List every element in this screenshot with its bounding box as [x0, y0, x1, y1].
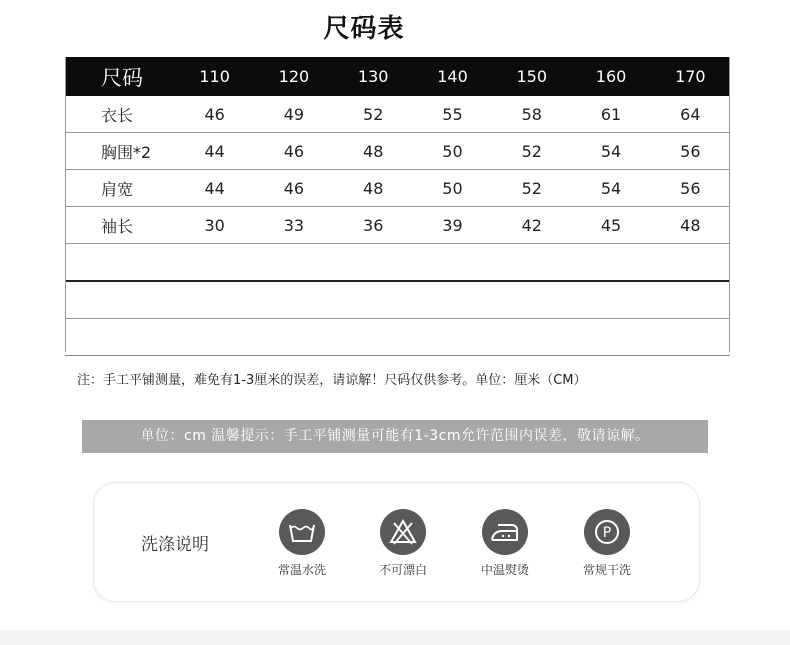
table-cell: 33	[254, 207, 333, 244]
header-cell: 尺码	[65, 57, 175, 96]
table-cell: 30	[175, 207, 254, 244]
header-cell: 170	[651, 57, 730, 96]
bottom-strip	[0, 630, 790, 645]
table-cell: 44	[175, 133, 254, 170]
table-cell: 50	[413, 133, 492, 170]
care-label: 中温熨烫	[480, 563, 529, 577]
header-cell: 130	[334, 57, 413, 96]
care-item-wash	[262, 509, 342, 578]
care-item-iron	[465, 509, 545, 578]
dry-clean-icon	[584, 509, 630, 555]
table-cell: 46	[254, 170, 333, 207]
empty-row	[65, 281, 730, 319]
empty-cell	[65, 319, 730, 356]
empty-cell	[65, 244, 730, 282]
table-row	[65, 207, 730, 244]
svg-text:P: P	[602, 525, 612, 541]
table-cell: 56	[651, 133, 730, 170]
table-cell: 52	[363, 104, 384, 124]
care-label: 不可漂白	[378, 563, 427, 577]
table-cell: 46	[254, 133, 333, 170]
care-item-dry-clean	[567, 509, 647, 578]
table-cell: 52	[492, 133, 571, 170]
table-cell: 45	[571, 207, 650, 244]
iron-icon	[482, 509, 528, 555]
row-label: 肩宽	[65, 170, 175, 207]
table-row	[65, 170, 730, 207]
row-label: 袖长	[65, 207, 175, 244]
care-label: 常规干洗	[582, 563, 631, 577]
wash-icon	[279, 509, 325, 555]
table-cell: 48	[334, 133, 413, 170]
table-cell: 50	[413, 170, 492, 207]
table-cell: 48	[651, 207, 730, 244]
tip-banner: 单位：cm 温馨提示：手工平铺测量可能有1-3cm允许范围内误差，敬请谅解。	[82, 420, 708, 453]
table-row	[65, 96, 730, 133]
page-title: 尺码表	[323, 14, 405, 44]
care-label: 常温水洗	[277, 563, 326, 577]
size-table	[65, 57, 730, 356]
table-cell: 64	[680, 104, 701, 124]
table-cell: 54	[571, 170, 650, 207]
table-cell: 42	[492, 207, 571, 244]
table-cell: 36	[334, 207, 413, 244]
table-cell: 44	[175, 170, 254, 207]
care-item-no-bleach	[363, 509, 443, 578]
empty-row	[65, 319, 730, 356]
table-header-row	[65, 57, 730, 96]
table-row	[65, 133, 730, 170]
table-cell: 48	[334, 170, 413, 207]
empty-cell	[65, 281, 730, 319]
table-cell: 52	[492, 170, 571, 207]
care-instructions-card	[93, 482, 700, 602]
table-cell: 55	[442, 104, 463, 124]
header-cell: 150	[492, 57, 571, 96]
empty-row	[65, 244, 730, 282]
table-cell: 54	[571, 133, 650, 170]
row-label: 胸围*2	[65, 133, 175, 170]
header-cell: 140	[413, 57, 492, 96]
header-cell: 110	[175, 57, 254, 96]
header-cell: 120	[254, 57, 333, 96]
table-cell: 39	[413, 207, 492, 244]
table-cell: 61	[600, 104, 622, 124]
header-cell: 160	[571, 57, 650, 96]
table-cell: 58	[521, 104, 542, 124]
care-title: 洗涤说明	[141, 535, 209, 555]
table-cell: 46	[204, 104, 225, 124]
table-cell: 49	[283, 104, 305, 124]
table-cell: 56	[651, 170, 730, 207]
measurement-note: 注：手工平铺测量，难免有1-3厘米的误差，请谅解！尺码仅供参考。单位：厘米（CM）	[77, 373, 587, 388]
row-label: 衣长	[101, 105, 134, 125]
no-bleach-icon	[380, 509, 426, 555]
